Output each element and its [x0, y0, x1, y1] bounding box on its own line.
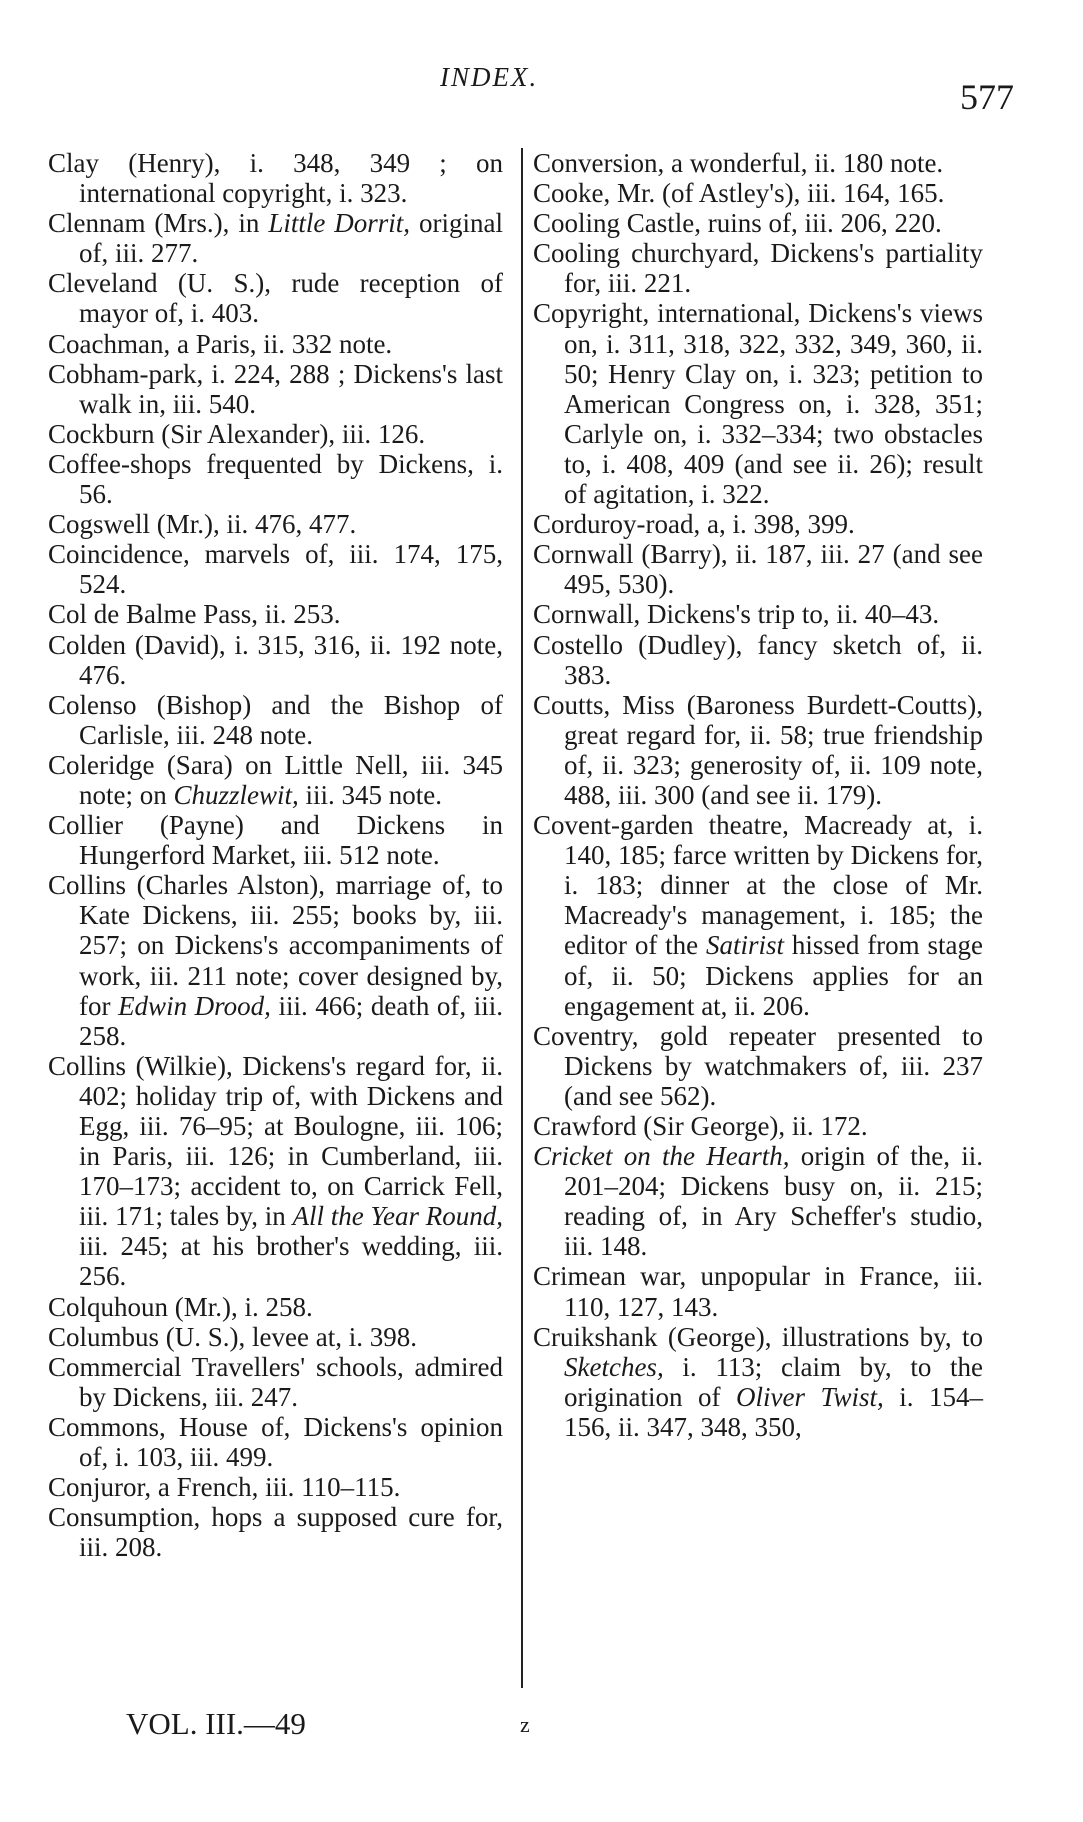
entry-text: Commons, House of, Dickens's opinion of, i. 103, iii. 499. [48, 1411, 503, 1473]
entry-text: Cobham-park, i. 224, 288 ; Dickens's last walk in, iii. 540. [48, 358, 503, 419]
entry-text: Colenso (Bishop) and the Bishop of Carlisle, iii. 248 note. [48, 689, 503, 750]
entry-text: Col de Balme Pass, ii. 253. [48, 599, 341, 630]
index-entry [48, 148, 503, 208]
entry-text: Conversion, a wonderful, ii. 180 note. [533, 148, 944, 178]
index-entry [48, 509, 503, 539]
entry-text: Clennam (Mrs.), in [48, 208, 269, 239]
index-column-left [48, 148, 503, 1562]
entry-text: i. 113; claim by, to the origination of [564, 1351, 983, 1412]
index-entry [533, 298, 983, 509]
entry-title-italic: Little Dorrit, [268, 208, 411, 239]
entry-text: Cogswell (Mr.), ii. 476, 477. [48, 509, 357, 540]
entry-text: origin of the, ii. 201–204; Dickens busy on, ii. 215; reading of, in Ary Scheffer's studio, iii. 148. [564, 1141, 983, 1262]
entry-text: hissed from stage of, ii. 50; Dickens applies for an engagement at, ii. 206. [564, 930, 983, 1021]
index-entry [48, 1051, 503, 1292]
entry-text: Cooke, Mr. (of Astley's), iii. 164, 165. [533, 178, 945, 209]
index-entry [48, 870, 503, 1051]
index-entry [48, 1502, 503, 1562]
entry-text: i. 154–156, ii. 347, 348, 350, [564, 1381, 983, 1442]
index-entry [533, 1021, 983, 1111]
index-entry [533, 630, 983, 690]
index-entry [48, 359, 503, 419]
entry-text: Cockburn (Sir Alexander), iii. 126. [48, 418, 426, 449]
entry-text: Cornwall (Barry), ii. 187, iii. 27 (and see 495, 530). [533, 539, 983, 600]
index-entry [48, 690, 503, 750]
entry-text: Collins (Wilkie), Dickens's regard for, ii. 402; holiday trip of, with Dickens and Egg, iii. 76–95; at Boulogne, iii. 106; in Paris, iii. 126; in Cumberland, iii. 170–173; accident to, on Carrick Fell, iii. 171; tales by, in [48, 1050, 503, 1232]
entry-text: Conjuror, a French, iii. 110–115. [48, 1472, 401, 1503]
index-entry [48, 599, 503, 629]
index-entry [533, 509, 983, 539]
index-entry [533, 539, 983, 599]
entry-text: Cornwall, Dickens's trip to, ii. 40–43. [533, 599, 940, 630]
page-header [0, 62, 1083, 117]
volume-footer: VOL. III.—49 [126, 1706, 306, 1741]
index-entry [48, 268, 503, 328]
index-entry [48, 1352, 503, 1412]
entry-title-italic: Edwin Drood, [118, 990, 271, 1021]
entry-text: Commercial Travellers' schools, admired by Dickens, iii. 247. [48, 1351, 503, 1412]
entry-text: Coventry, gold repeater presented to Dickens by watchmakers of, iii. 237 (and see 562). [533, 1020, 983, 1111]
entry-text: Coutts, Miss (Baroness Burdett-Coutts), great regard for, ii. 58; true friendship of, ii. 323; generosity of, ii. 109 note, 488, iii. 300 (and see ii. 179). [533, 689, 983, 810]
entry-text: original of, iii. 277. [79, 208, 503, 269]
entry-text: Covent-garden theatre, Macready at, i. 140, 185; farce written by Dickens for, i. 183; dinner at the close of Mr. Macready's management, i. 185; the editor of the [533, 810, 983, 961]
entry-text: Columbus (U. S.), levee at, i. 398. [48, 1321, 417, 1352]
running-title: INDEX. [440, 62, 539, 92]
index-entry [533, 178, 983, 208]
entry-text: Corduroy-road, a, i. 398, 399. [533, 509, 855, 540]
entry-title-italic: Oliver Twist, [735, 1381, 884, 1412]
entry-text: Collins (Charles Alston), marriage of, to Kate Dickens, iii. 255; books by, iii. 257; on Dickens's accompaniments of work, iii. 211 note; cover designed by, for [48, 870, 503, 1021]
entry-title-italic: Sketches, [564, 1351, 664, 1382]
index-entry [48, 1292, 503, 1322]
entry-text: Cooling Castle, ruins of, iii. 206, 220. [533, 208, 942, 239]
index-column-right [533, 148, 983, 1442]
entry-text: Coachman, a Paris, ii. 332 note. [48, 328, 393, 359]
index-entry [533, 208, 983, 238]
index-entry [48, 1412, 503, 1472]
index-entry [48, 630, 503, 690]
index-entry [48, 208, 503, 268]
entry-text: Collier (Payne) and Dickens in Hungerford Market, iii. 512 note. [48, 810, 503, 871]
index-entry [48, 750, 503, 810]
entry-title-italic: Satirist [705, 930, 785, 961]
entry-text: Crimean war, unpopular in France, iii. 110, 127, 143. [533, 1261, 983, 1322]
index-entry [48, 810, 503, 870]
entry-text: Cleveland (U. S.), rude reception of mayor of, i. 403. [48, 268, 503, 329]
entry-text: iii. 245; at his brother's wedding, iii. 256. [79, 1231, 503, 1292]
entry-text: Consumption, hops a supposed cure for, iii. 208. [48, 1502, 503, 1563]
entry-text: Crawford (Sir George), ii. 172. [533, 1111, 868, 1141]
index-entry [533, 810, 983, 1021]
entry-text: iii. 345 note. [298, 779, 443, 810]
entry-text: Cooling churchyard, Dickens's partiality for, iii. 221. [533, 238, 983, 299]
index-entry [533, 599, 983, 629]
entry-text: Coffee-shops frequented by Dickens, i. 56. [48, 448, 503, 510]
index-entry [533, 690, 983, 810]
page-number: 577 [960, 77, 1014, 117]
index-entry [48, 329, 503, 359]
entry-title-italic: Cricket on the Hearth, [533, 1141, 790, 1172]
index-entry [533, 1141, 983, 1261]
index-entry [48, 449, 503, 509]
entry-text: Clay (Henry), i. 348, 349 ; on international copyright, i. 323. [48, 148, 503, 209]
index-entry [533, 148, 983, 178]
index-entry [533, 1111, 983, 1141]
index-entry [533, 238, 983, 298]
entry-text: Colquhoun (Mr.), i. 258. [48, 1291, 313, 1322]
entry-text: Coleridge (Sara) on Little Nell, iii. 345 note; on [48, 749, 503, 810]
index-entry [533, 1322, 983, 1442]
index-entry [48, 1322, 503, 1352]
column-divider [521, 148, 523, 1688]
entry-text: Copyright, international, Dickens's views on, i. 311, 318, 322, 332, 349, 360, ii. 50; Henry Clay on, i. 323; petition to American Congress on, i. 328, 351; Carlyle on, i. 332–334; two obstacles to, i. 408, 409 (and see ii. 26); result of agitation, i. 322. [533, 298, 983, 510]
index-entry [48, 1472, 503, 1502]
index-entry [48, 419, 503, 449]
entry-title-italic: All the Year Round, [292, 1201, 503, 1232]
entry-text: Cruikshank (George), illustrations by, to [533, 1321, 983, 1352]
entry-title-italic: Chuzzlewit, [173, 779, 299, 810]
signature-mark: z [520, 1712, 530, 1737]
index-entry [533, 1261, 983, 1321]
index-entry [48, 539, 503, 599]
entry-text: Coincidence, marvels of, iii. 174, 175, 524. [48, 539, 503, 600]
entry-text: Colden (David), i. 315, 316, ii. 192 note, 476. [48, 629, 503, 690]
entry-text: Costello (Dudley), fancy sketch of, ii. 383. [533, 629, 983, 690]
entry-text: iii. 466; death of, iii. 258. [79, 990, 503, 1051]
